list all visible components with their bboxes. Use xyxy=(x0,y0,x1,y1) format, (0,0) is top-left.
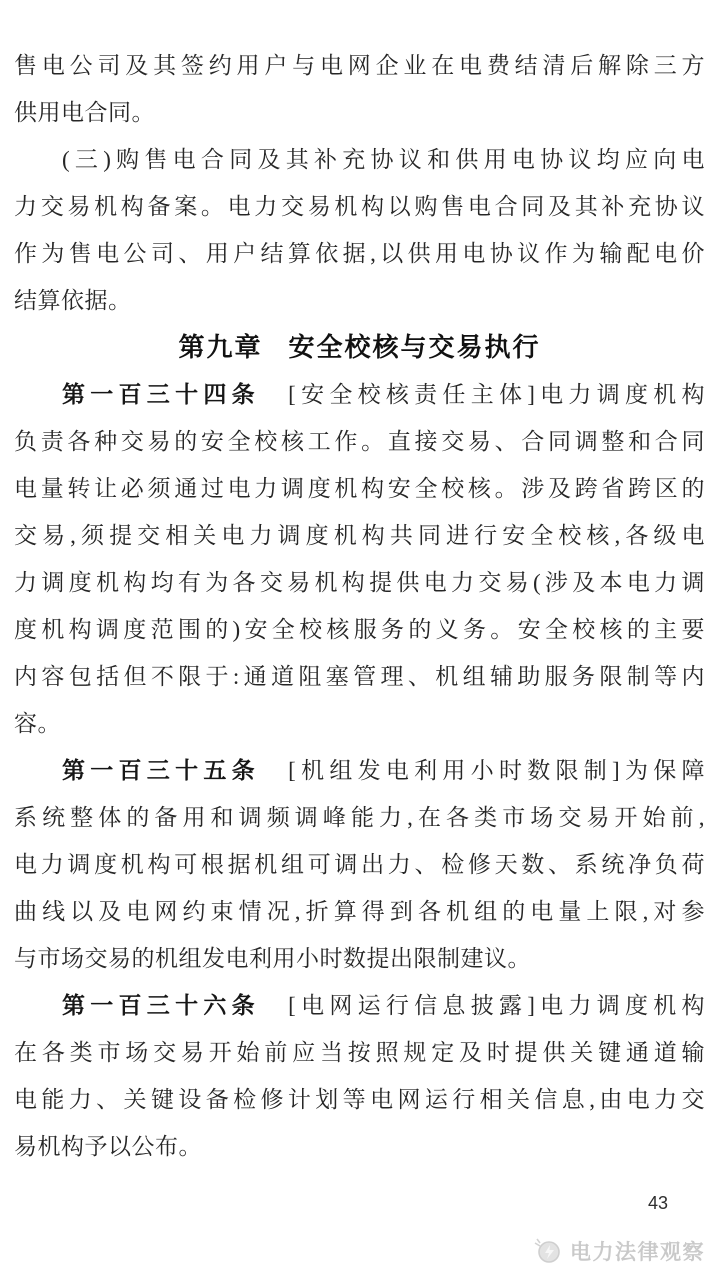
text-line: 作为售电公司、用户结算依据,以供用电协议作为输配电价 xyxy=(14,241,705,266)
lightning-logo-icon xyxy=(533,1237,563,1265)
publisher-watermark xyxy=(533,1236,705,1266)
text-line: 曲线以及电网约束情况,折算得到各机组的电量上限,对参 xyxy=(14,899,705,924)
page-number: 43 xyxy=(647,1193,668,1213)
text-line: 第一百三十五条 [机组发电利用小时数限制]为保障 xyxy=(62,757,706,783)
text-line: 度机构调度范围的)安全校核服务的义务。安全校核的主要 xyxy=(14,617,705,642)
document-text xyxy=(14,42,705,1170)
text-line: 电力调度机构可根据机组可调出力、检修天数、系统净负荷 xyxy=(14,852,705,877)
text-line: 供用电合同。 xyxy=(14,100,155,125)
text-line: 售电公司及其签约用户与电网企业在电费结清后解除三方 xyxy=(14,53,705,78)
text-line: 第一百三十六条 [电网运行信息披露]电力调度机构 xyxy=(62,992,706,1018)
text-line: (三)购售电合同及其补充协议和供用电协议均应向电 xyxy=(62,147,705,172)
text-line: 与市场交易的机组发电利用小时数提出限制建议。 xyxy=(14,946,531,971)
chapter-number: 第九章 xyxy=(178,332,263,362)
text-line: 结算依据。 xyxy=(14,288,132,313)
chapter-title: 安全校核与交易执行 xyxy=(288,332,541,362)
text-line: 易机构予以公布。 xyxy=(14,1134,202,1159)
text-line: 电量转让必须通过电力调度机构安全校核。涉及跨省跨区的 xyxy=(14,476,705,501)
publisher-name: 电力法律观察 xyxy=(570,1241,705,1264)
text-line: 内容包括但不限于:通道阻塞管理、机组辅助服务限制等内 xyxy=(14,664,705,689)
text-line: 电能力、关键设备检修计划等电网运行相关信息,由电力交 xyxy=(14,1087,705,1112)
text-line: 负责各种交易的安全校核工作。直接交易、合同调整和合同 xyxy=(14,429,705,454)
chapter-heading xyxy=(14,324,705,371)
text-line: 交易,须提交相关电力调度机构共同进行安全校核,各级电 xyxy=(14,523,705,548)
text-line: 在各类市场交易开始前应当按照规定及时提供关键通道输 xyxy=(14,1040,705,1065)
text-line: 第一百三十四条 [安全校核责任主体]电力调度机构 xyxy=(62,381,706,407)
text-line: 系统整体的备用和调频调峰能力,在各类市场交易开始前, xyxy=(14,805,705,830)
text-line: 力调度机构均有为各交易机构提供电力交易(涉及本电力调 xyxy=(14,570,705,595)
text-line: 容。 xyxy=(14,711,61,736)
text-line: 力交易机构备案。电力交易机构以购售电合同及其补充协议 xyxy=(14,194,705,219)
